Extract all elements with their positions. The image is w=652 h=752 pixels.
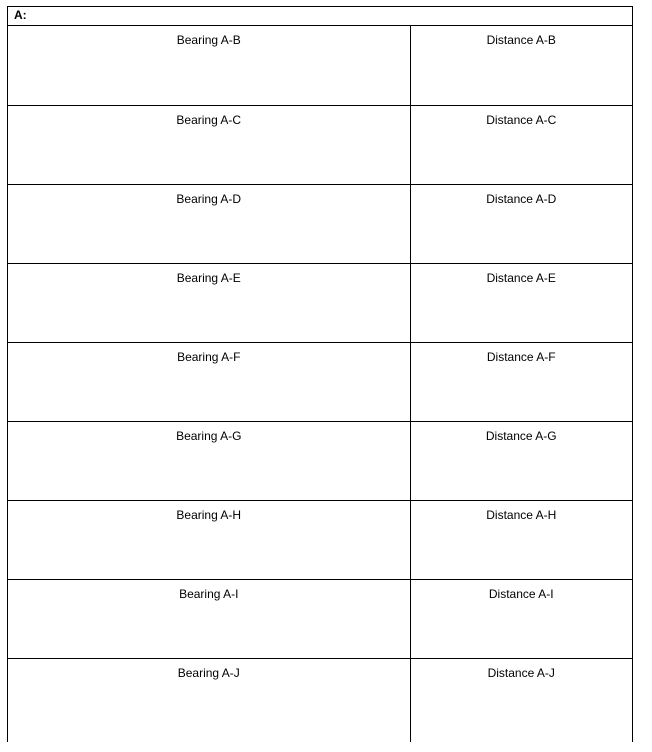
distance-label: Distance A-E: [486, 270, 556, 285]
bearing-distance-table: [8, 26, 632, 742]
distance-label: Distance A-D: [486, 191, 557, 206]
distance-label: Distance A-F: [486, 349, 556, 364]
bearing-cell[interactable]: [8, 658, 410, 742]
bearing-label: Bearing A-J: [177, 665, 240, 680]
table-row: [8, 500, 632, 579]
distance-cell[interactable]: [410, 184, 632, 263]
bearing-label: Bearing A-B: [176, 33, 241, 47]
bearing-cell[interactable]: [8, 421, 410, 500]
distance-label: Distance A-H: [486, 507, 557, 522]
bearing-cell[interactable]: [8, 184, 410, 263]
distance-cell[interactable]: [410, 579, 632, 658]
bearing-label: Bearing A-H: [176, 507, 242, 522]
bearing-label: Bearing A-I: [179, 586, 239, 601]
table-row: [8, 184, 632, 263]
bearing-cell[interactable]: [8, 105, 410, 184]
bearing-cell[interactable]: [8, 342, 410, 421]
form-header-label: A:: [14, 8, 27, 22]
distance-label: Distance A-B: [486, 33, 556, 47]
table-row: [8, 26, 632, 105]
table-row: [8, 105, 632, 184]
bearing-label: Bearing A-C: [176, 112, 242, 127]
bearing-label: Bearing A-G: [176, 428, 242, 443]
table-row: [8, 263, 632, 342]
table-row: [8, 421, 632, 500]
bearing-cell[interactable]: [8, 579, 410, 658]
form-header-row: [8, 7, 632, 26]
bearing-cell[interactable]: [8, 263, 410, 342]
distance-cell[interactable]: [410, 105, 632, 184]
distance-cell[interactable]: [410, 500, 632, 579]
table-row: [8, 342, 632, 421]
distance-cell[interactable]: [410, 342, 632, 421]
distance-cell[interactable]: [410, 26, 632, 105]
bearing-label: Bearing A-E: [176, 270, 241, 285]
table-row: [8, 658, 632, 742]
distance-cell[interactable]: [410, 658, 632, 742]
distance-label: Distance A-G: [485, 428, 557, 443]
distance-cell[interactable]: [410, 263, 632, 342]
distance-label: Distance A-C: [486, 112, 557, 127]
bearing-cell[interactable]: [8, 26, 410, 105]
bearing-distance-form: [7, 6, 633, 742]
bearing-cell[interactable]: [8, 500, 410, 579]
bearing-label: Bearing A-F: [177, 349, 241, 364]
bearing-label: Bearing A-D: [176, 191, 242, 206]
distance-cell[interactable]: [410, 421, 632, 500]
distance-label: Distance A-J: [487, 665, 555, 680]
distance-label: Distance A-I: [488, 586, 554, 601]
table-row: [8, 579, 632, 658]
